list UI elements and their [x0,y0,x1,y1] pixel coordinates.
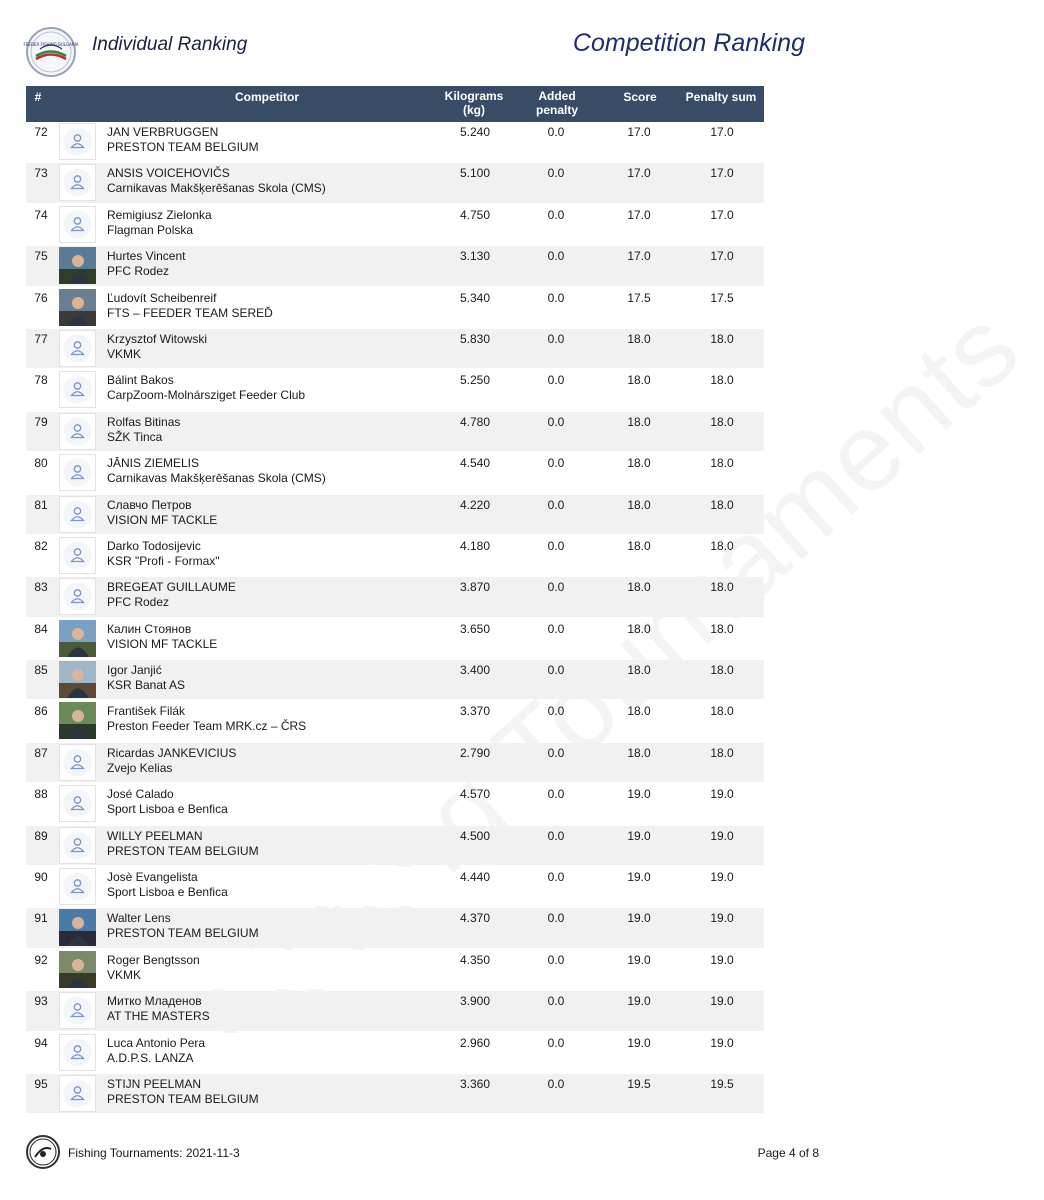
avatar-placeholder-icon [59,496,96,533]
page-subtitle: Individual Ranking [92,34,248,55]
competitor-team: PRESTON TEAM BELGIUM [107,926,259,941]
avatar-placeholder-icon [59,164,96,201]
competitor-name: Darko Todosijevic [107,538,201,553]
penalty-sum: 19.0 [710,1035,734,1050]
page-title: Competition Ranking [572,29,805,57]
avatar-placeholder-icon [59,992,96,1029]
col-score: Score [623,90,657,104]
competitor-team: KSR "Profi - Formax" [107,553,220,568]
added-penalty: 0.0 [547,1035,565,1050]
avatar-placeholder-icon [59,123,96,160]
competitor [107,829,437,859]
table-row [26,205,764,244]
competitor-team: CarpZoom-Molnársziget Feeder Club [107,388,306,403]
kilograms: 5.240 [459,125,491,139]
score: 19.0 [627,952,651,967]
added-penalty: 0.0 [547,373,565,388]
added-penalty: 0.0 [547,538,565,553]
competitor-team: PRESTON TEAM BELGIUM [107,140,259,154]
footer-source: Fishing Tournaments: 2021-11-3 [68,1146,240,1160]
penalty-sum: 19.0 [710,911,734,926]
kilograms: 4.780 [459,414,491,429]
competitor [107,704,437,734]
competitor-name: Rolfas Bitinas [107,414,181,429]
table-row [26,619,764,658]
competitor [107,994,437,1024]
rank: 77 [34,331,48,346]
penalty-sum: 19.0 [710,870,734,885]
col-added-label: Added [538,89,576,103]
competitor-team: A.D.P.S. LANZA [107,1050,194,1065]
col-rank: # [34,90,42,104]
competitor-name: Igor Janjić [107,663,162,678]
rank: 86 [34,704,48,719]
kilograms: 2.790 [459,745,491,760]
col-added-penalty [526,89,588,117]
kilograms: 3.900 [459,994,491,1009]
competitor-name: Ricardas JANKEVICIUS [107,745,237,760]
kilograms: 5.250 [459,373,491,388]
competitor [107,911,437,941]
competitor [107,622,437,652]
competitor-name: František Filák [107,704,186,719]
kilograms: 3.870 [459,580,491,595]
kilograms: 2.960 [459,1035,491,1050]
score: 17.5 [627,290,651,305]
added-penalty: 0.0 [547,621,565,636]
rank: 88 [34,787,48,802]
penalty-sum: 18.0 [710,538,734,553]
score: 17.0 [627,249,651,264]
competitor-name: JAN VERBRUGGEN [107,125,219,139]
competitor-name: Hurtes Vincent [107,249,186,264]
competitor-photo [59,247,96,284]
competitor-team: SŽK Tinca [107,429,163,444]
competitor-team: PRESTON TEAM BELGIUM [107,843,259,858]
penalty-sum: 17.5 [710,290,734,305]
competitor-name: STIJN PEELMAN [107,1076,202,1091]
rank: 92 [34,952,48,967]
competitor-team: FTS – FEEDER TEAM SEREĎ [107,305,273,320]
kilograms: 4.750 [459,207,491,222]
penalty-sum: 18.0 [710,745,734,760]
penalty-sum: 18.0 [710,456,734,471]
score: 18.0 [627,497,651,512]
table-row [26,660,764,699]
table-row [26,453,764,492]
table-row [26,122,764,161]
competitor-name: Калин Стоянов [107,621,192,636]
competitor-name: Ľudovít Scheibenreif [107,290,217,305]
added-penalty: 0.0 [547,166,565,181]
competitor [107,953,437,983]
competitor [107,539,437,569]
col-competitor: Competitor [235,90,299,104]
score: 18.0 [627,538,651,553]
penalty-sum: 17.0 [710,166,734,181]
competitor [107,456,437,486]
table-row [26,577,764,616]
competitor-name: Славчо Петров [107,497,192,512]
competitor-team: Sport Lisboa e Benfica [107,802,228,817]
table-row [26,701,764,740]
penalty-sum: 19.5 [710,1076,734,1091]
competitor-team: VISION MF TACKLE [107,512,218,527]
competitor-photo [59,289,96,326]
competitor-photo [59,620,96,657]
competitor-team: KSR Banat AS [107,678,186,693]
rank: 79 [34,414,48,429]
added-penalty: 0.0 [547,125,565,139]
competitor-name: José Calado [107,787,174,802]
score: 18.0 [627,745,651,760]
rank: 83 [34,580,48,595]
score: 18.0 [627,580,651,595]
rank: 72 [34,125,48,139]
competitor-name: Bálint Bakos [107,373,174,388]
table-row [26,288,764,327]
competitor-name: Luca Antonio Pera [107,1035,206,1050]
table-row [26,536,764,575]
penalty-sum: 17.0 [710,125,734,139]
competitor-name: Josè Evangelista [107,870,198,885]
competitor-team: AT THE MASTERS [107,1009,210,1024]
score: 17.0 [627,125,651,139]
table-row [26,412,764,451]
competitor [107,787,437,817]
score: 17.0 [627,207,651,222]
score: 18.0 [627,331,651,346]
table-row [26,329,764,368]
competitor [107,1077,437,1107]
score: 19.0 [627,1035,651,1050]
score: 19.0 [627,828,651,843]
kilograms: 5.100 [459,166,491,181]
col-penalty-sum: Penalty sum [685,90,757,104]
competitor-team: VKMK [107,967,142,982]
added-penalty: 0.0 [547,497,565,512]
rank: 91 [34,911,48,926]
avatar-placeholder-icon [59,827,96,864]
rank: 84 [34,621,48,636]
competitor-team: PFC Rodez [107,595,170,610]
competitor-photo [59,951,96,988]
kilograms: 4.180 [459,538,491,553]
page-number: Page 4 of 8 [757,1146,819,1160]
competitor-photo [59,909,96,946]
kilograms: 3.400 [459,663,491,678]
rank: 81 [34,497,48,512]
table-row [26,370,764,409]
added-penalty: 0.0 [547,456,565,471]
table-row [26,743,764,782]
avatar-placeholder-icon [59,785,96,822]
rank: 75 [34,249,48,264]
table-row [26,1074,764,1113]
score: 18.0 [627,704,651,719]
logo-text: FEEDER FISHING BULGARIA [23,42,79,47]
penalty-sum: 18.0 [710,663,734,678]
penalty-sum: 19.0 [710,994,734,1009]
kilograms: 3.650 [459,621,491,636]
col-kilograms-unit: (kg) [463,103,485,117]
competitor-team: Zvejo Kelias [107,760,173,775]
competitor [107,125,437,155]
score: 18.0 [627,621,651,636]
score: 19.5 [627,1076,651,1091]
competitor [107,580,437,610]
added-penalty: 0.0 [547,1076,565,1091]
competitor-name: Remigiusz Zielonka [107,207,212,222]
rank: 87 [34,745,48,760]
avatar-placeholder-icon [59,371,96,408]
kilograms: 4.540 [459,456,491,471]
footer-logo [26,1135,60,1169]
score: 19.0 [627,870,651,885]
rank: 73 [34,166,48,181]
avatar-placeholder-icon [59,744,96,781]
kilograms: 3.130 [459,249,491,264]
kilograms: 5.830 [459,331,491,346]
penalty-sum: 18.0 [710,580,734,595]
competitor-name: JĀNIS ZIEMELIS [107,456,200,471]
rank: 85 [34,663,48,678]
kilograms: 4.500 [459,828,491,843]
competitor-team: PFC Rodez [107,264,170,279]
added-penalty: 0.0 [547,290,565,305]
competitor-team: VISION MF TACKLE [107,636,218,651]
avatar-placeholder-icon [59,1075,96,1112]
added-penalty: 0.0 [547,911,565,926]
table-row [26,246,764,285]
table-row [26,826,764,865]
score: 17.0 [627,166,651,181]
added-penalty: 0.0 [547,870,565,885]
avatar-placeholder-icon [59,206,96,243]
competitor-name: WILLY PEELMAN [107,828,203,843]
kilograms: 4.220 [459,497,491,512]
rank: 94 [34,1035,48,1050]
avatar-placeholder-icon [59,454,96,491]
competitor [107,208,437,238]
competitor-photo [59,702,96,739]
added-penalty: 0.0 [547,994,565,1009]
avatar-placeholder-icon [59,413,96,450]
score: 18.0 [627,456,651,471]
competitor [107,332,437,362]
score: 18.0 [627,414,651,429]
rank: 80 [34,456,48,471]
rank: 74 [34,207,48,222]
avatar-placeholder-icon [59,537,96,574]
table-row [26,908,764,947]
penalty-sum: 18.0 [710,373,734,388]
col-added-label2: penalty [535,103,578,117]
competitor-team: PRESTON TEAM BELGIUM [107,1091,259,1106]
rank: 93 [34,994,48,1009]
table-row [26,950,764,989]
table-header [26,86,764,122]
competitor-team: Flagman Polska [107,222,194,237]
avatar-placeholder-icon [59,868,96,905]
competitor [107,415,437,445]
competitor [107,1036,437,1066]
avatar-placeholder-icon [59,330,96,367]
penalty-sum: 17.0 [710,207,734,222]
added-penalty: 0.0 [547,331,565,346]
rank: 76 [34,290,48,305]
penalty-sum: 19.0 [710,952,734,967]
kilograms: 5.340 [459,290,491,305]
kilograms: 4.370 [459,911,491,926]
table-row [26,867,764,906]
table-row [26,991,764,1030]
added-penalty: 0.0 [547,207,565,222]
table-row [26,784,764,823]
competitor-team: VKMK [107,346,142,361]
competitor-name: BREGEAT GUILLAUME [107,580,236,595]
avatar-placeholder-icon [59,1034,96,1071]
col-kilograms-label: Kilograms [444,89,504,103]
rank: 95 [34,1076,48,1091]
kilograms: 4.350 [459,952,491,967]
penalty-sum: 18.0 [710,497,734,512]
added-penalty: 0.0 [547,704,565,719]
penalty-sum: 18.0 [710,414,734,429]
penalty-sum: 19.0 [710,787,734,802]
score: 19.0 [627,787,651,802]
rank: 78 [34,373,48,388]
competitor [107,291,437,321]
competitor-name: Митко Младенов [107,994,202,1009]
competitor [107,746,437,776]
competitor-name: Krzysztof Witowski [107,331,208,346]
ranking-table [26,122,764,1115]
penalty-sum: 17.0 [710,249,734,264]
score: 18.0 [627,663,651,678]
added-penalty: 0.0 [547,745,565,760]
col-kilograms [438,89,510,117]
competitor [107,166,437,196]
penalty-sum: 19.0 [710,828,734,843]
competitor-team: Carnikavas Makšķerēšanas Skola (CMS) [107,471,326,486]
competitor [107,249,437,279]
competitor [107,870,437,900]
added-penalty: 0.0 [547,663,565,678]
added-penalty: 0.0 [547,414,565,429]
rank: 82 [34,538,48,553]
rank: 90 [34,870,48,885]
penalty-sum: 18.0 [710,621,734,636]
added-penalty: 0.0 [547,249,565,264]
added-penalty: 0.0 [547,787,565,802]
score: 19.0 [627,994,651,1009]
kilograms: 4.570 [459,787,491,802]
competitor-team: Sport Lisboa e Benfica [107,885,228,900]
score: 19.0 [627,911,651,926]
competitor-name: Walter Lens [107,911,171,926]
kilograms: 4.440 [459,870,491,885]
competitor [107,373,437,403]
score: 18.0 [627,373,651,388]
rank: 89 [34,828,48,843]
competitor [107,498,437,528]
competitor-team: Preston Feeder Team MRK.cz – ČRS [107,719,307,734]
competitor-photo [59,661,96,698]
competitor-name: Roger Bengtsson [107,952,200,967]
added-penalty: 0.0 [547,952,565,967]
kilograms: 3.360 [459,1076,491,1091]
federation-logo [23,27,79,77]
table-row [26,163,764,202]
competitor-team: Carnikavas Makšķerēšanas Skola (CMS) [107,181,326,196]
kilograms: 3.370 [459,704,491,719]
competitor-name: ANSIS VOICEHOVIČS [107,166,230,181]
table-row [26,1033,764,1072]
penalty-sum: 18.0 [710,704,734,719]
competitor [107,663,437,693]
added-penalty: 0.0 [547,828,565,843]
table-row [26,495,764,534]
penalty-sum: 18.0 [710,331,734,346]
added-penalty: 0.0 [547,580,565,595]
avatar-placeholder-icon [59,578,96,615]
